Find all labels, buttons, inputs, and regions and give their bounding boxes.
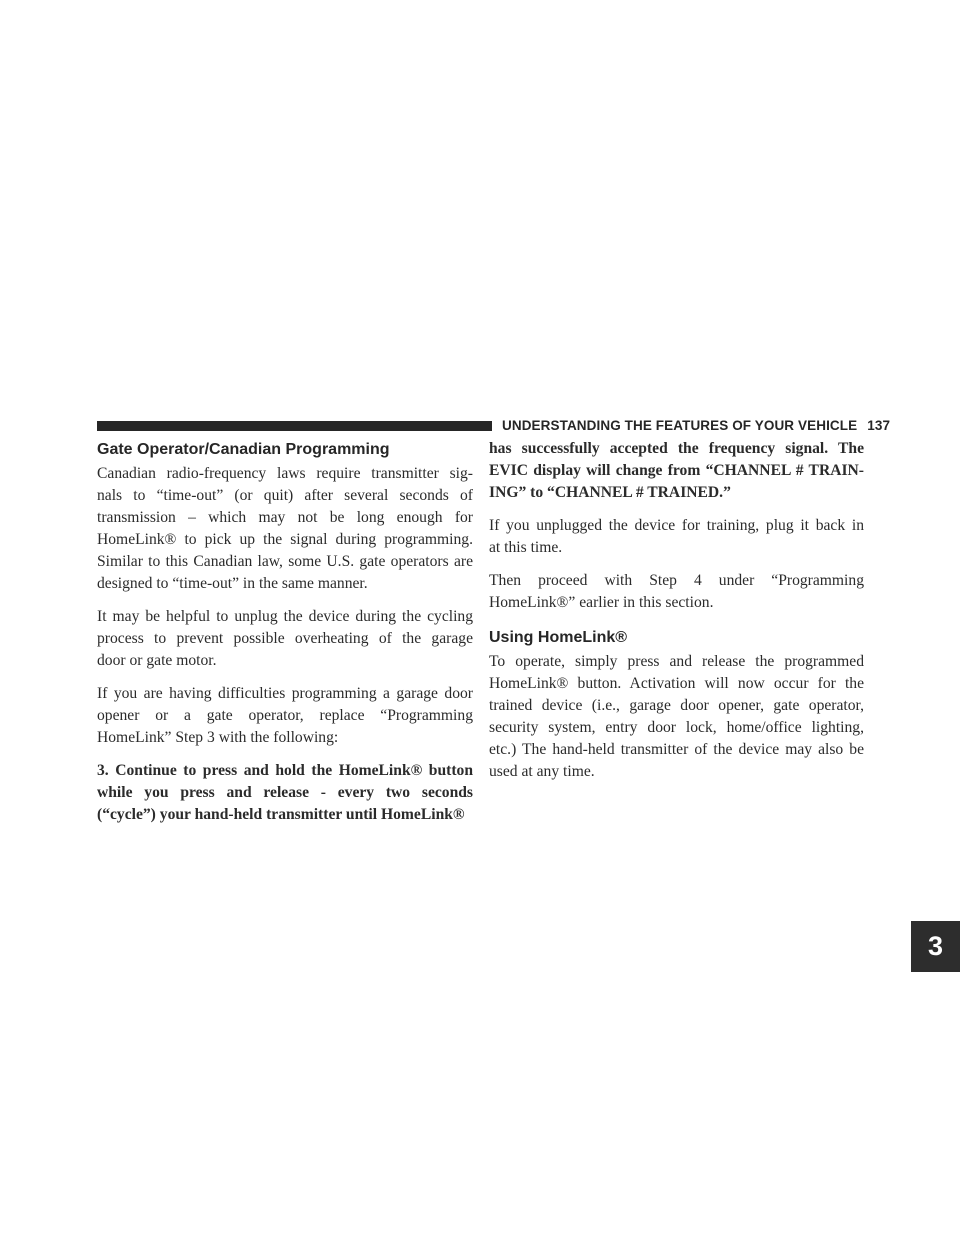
text-line: Then proceed with Step 4 under “Programming (489, 572, 864, 589)
text-line: at this time. (489, 539, 563, 556)
text-line: EVIC display will change from “CHANNEL # TRAIN- (489, 462, 864, 479)
text-line: door or gate motor. (97, 652, 217, 669)
section-heading-using-homelink: Using HomeLink® (489, 629, 628, 646)
paragraph-unplug-device (97, 606, 473, 672)
text-line: (“cycle”) your hand-held transmitter until HomeLink® (97, 806, 465, 823)
text-line: process to prevent possible overheating of the garage (97, 630, 473, 647)
text-line: nals to “time-out” (or quit) after several seconds of (97, 487, 473, 504)
paragraph-canadian-laws (97, 463, 473, 595)
text-line: HomeLink® to pick up the signal during programming. (97, 531, 473, 548)
text-line: designed to “time-out” in the same manner. (97, 575, 368, 592)
text-line: has successfully accepted the frequency signal. The (489, 440, 864, 457)
paragraph-difficulties (97, 683, 473, 749)
text-line: ING” to “CHANNEL # TRAINED.” (489, 484, 731, 501)
text-line: It may be helpful to unplug the device during the cycling (97, 608, 473, 625)
paragraph-plug-back-in (489, 515, 864, 559)
right-column (489, 438, 864, 794)
text-line: security system, entry door lock, home/office lighting, (489, 719, 864, 736)
text-line: If you are having difficulties programming a garage door (97, 685, 473, 702)
text-line: trained device (i.e., garage door opener, gate operator, (489, 697, 864, 714)
page-number: 137 (867, 418, 891, 433)
left-column (97, 438, 473, 837)
text-line: 3. Continue to press and hold the HomeLink® button (97, 762, 473, 779)
running-header (502, 416, 891, 436)
text-line: while you press and release - every two seconds (97, 784, 473, 801)
text-line: Similar to this Canadian law, some U.S. gate operators are (97, 553, 473, 570)
step-3-continued (489, 438, 864, 504)
text-line: HomeLink” Step 3 with the following: (97, 729, 339, 746)
text-line: used at any time. (489, 763, 595, 780)
text-line: HomeLink®” earlier in this section. (489, 594, 714, 611)
section-heading-gate-operator: Gate Operator/Canadian Programming (97, 441, 390, 458)
chapter-tab: 3 (911, 921, 960, 972)
text-line: Canadian radio-frequency laws require transmitter sig- (97, 465, 473, 482)
text-line: If you unplugged the device for training, plug it back in (489, 517, 864, 534)
header-rule (97, 421, 492, 431)
text-line: opener or a gate operator, replace “Programming (97, 707, 473, 724)
text-line: etc.) The hand-held transmitter of the device may also be (489, 741, 864, 758)
text-line: To operate, simply press and release the programmed (489, 653, 864, 670)
paragraph-proceed-step-4 (489, 570, 864, 614)
header-title: UNDERSTANDING THE FEATURES OF YOUR VEHICLE (502, 418, 858, 433)
text-line: transmission – which may not be long enough for (97, 509, 473, 526)
paragraph-operate (489, 651, 864, 783)
text-line: HomeLink® button. Activation will now occur for the (489, 675, 864, 692)
step-3-instruction (97, 760, 473, 826)
